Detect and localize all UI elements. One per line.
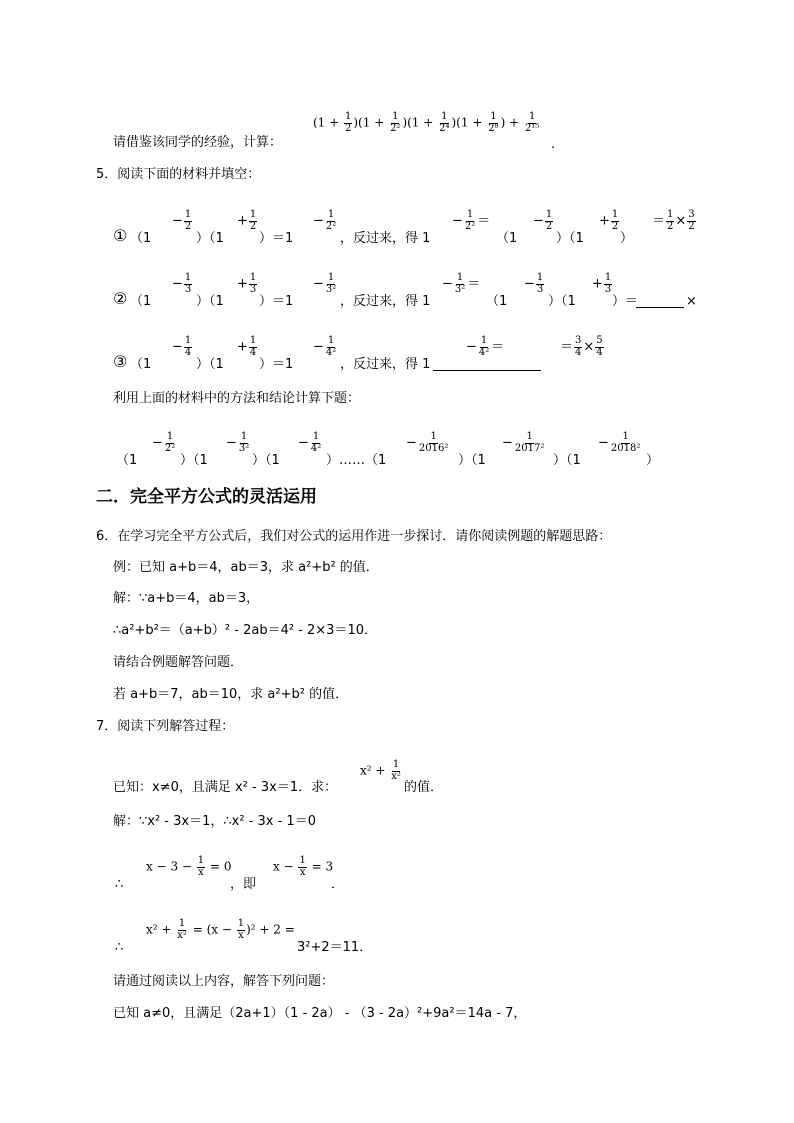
- minus-fraction: − $\frac{1}{\text{2017²}}$: [502, 431, 545, 454]
- minus-fraction: − $\frac{1}{\text{2²}}$: [152, 431, 176, 454]
- text: ）: [646, 453, 660, 468]
- q7-solution-1: 解：∵x² - 3x＝1，∴x² - 3x - 1＝0: [113, 814, 316, 829]
- q6-question: 若 a+b＝7，ab＝10，求 a²+b² 的值．: [113, 687, 349, 702]
- expr-part: )(1 +: [353, 115, 389, 130]
- q7-final: 已知 a≠0，且满足（2a+1）（1 - 2a） - （3 - 2a）²+9a²＝14a - 7，: [113, 1006, 527, 1021]
- expr-part: )(1 +: [402, 115, 438, 130]
- text: ）＝1: [259, 294, 294, 309]
- fraction: $\frac{1}{\text{2⁸}}$: [488, 111, 499, 134]
- q6-ask: 请结合例题解答问题．: [113, 655, 244, 670]
- minus-fraction: − $\frac{1}{\text{4²}}$ ＝: [466, 335, 505, 358]
- q7-step-end: ．: [331, 877, 345, 892]
- minus-fraction: − $\frac{1}{\text{3²}}$: [226, 431, 250, 454]
- q7-known: 已知：x≠0，且满足 x² - 3x＝1．求：: [113, 780, 338, 795]
- text: （1: [130, 231, 152, 246]
- text: ）（1: [458, 453, 486, 468]
- q7-known-expr: x² + $\frac{1}{\text{x²}}$: [360, 759, 401, 782]
- text: ）＝1: [259, 357, 294, 372]
- q7-step-3: x² + $\frac{1}{\text{x²}}$ = (x − $\frac{1}{x}$ )² + 2 =: [146, 918, 295, 941]
- minus-fraction: − $\frac{1}{\text{2018²}}$: [598, 431, 641, 454]
- text: ）（1: [548, 294, 576, 309]
- fill-blank[interactable]: [636, 295, 684, 308]
- q4-intro: 请借鉴该同学的经验，计算：: [113, 135, 283, 150]
- text: ，反过来，得 1: [340, 231, 431, 246]
- minus-fraction: − $\frac{1}{\text{4²}}$: [298, 431, 322, 454]
- text: （1: [116, 453, 138, 468]
- text: （1: [130, 357, 152, 372]
- q6-solution-2: ∴a²+b²＝（a+b）² - 2ab＝4² - 2×3＝10．: [113, 623, 377, 638]
- q7-step-2a: x − 3 − $\frac{1}{x}$ = 0: [146, 855, 232, 878]
- q7-known-end: 的值．: [404, 780, 444, 795]
- minus-fraction: − $\frac{1}{\text{4²}}$: [313, 335, 337, 358]
- text: ）＝: [612, 294, 639, 309]
- minus-fraction: − $\frac{1}{2}$: [172, 209, 192, 232]
- text: ）……（1: [326, 453, 387, 468]
- text: ，反过来，得 1: [340, 357, 431, 372]
- section-title: 二．完全平方公式的灵活运用: [96, 487, 317, 507]
- q7-read: 请通过阅读以上内容，解答下列问题：: [113, 974, 335, 989]
- text: ）（1: [196, 231, 224, 246]
- text: （1: [130, 294, 152, 309]
- minus-fraction: − $\frac{1}{\text{2²}}$: [313, 209, 337, 232]
- circle-mark-3: ③: [113, 352, 128, 371]
- text: ×: [686, 294, 697, 309]
- minus-fraction: − $\frac{1}{3}$: [172, 272, 192, 295]
- circle-mark-1: ①: [113, 226, 128, 245]
- text: ）＝1: [259, 231, 294, 246]
- text: （1: [496, 231, 518, 246]
- plus-fraction: + $\frac{1}{3}$: [237, 272, 257, 295]
- text: ，反过来，得 1: [340, 294, 431, 309]
- expr-part: (1 +: [313, 115, 343, 130]
- plus-fraction: + $\frac{1}{4}$: [237, 335, 257, 358]
- minus-fraction: − $\frac{1}{4}$: [172, 335, 192, 358]
- q7-step-2b: x − $\frac{1}{x}$ = 3: [273, 855, 334, 878]
- minus-fraction: − $\frac{1}{\text{2016²}}$: [406, 431, 449, 454]
- q4-end: .: [551, 137, 556, 152]
- minus-fraction: − $\frac{1}{\text{3²}}$: [313, 272, 337, 295]
- fraction: $\frac{1}{\text{2⁴}}$: [439, 111, 450, 134]
- q7-step-mid: ，即: [230, 877, 257, 892]
- plus-fraction: + $\frac{1}{2}$: [599, 209, 619, 232]
- product: ＝ $\frac{1}{2}$ × $\frac{3}{2}$: [652, 209, 695, 232]
- minus-fraction: − $\frac{1}{\text{2²}}$ ＝: [452, 209, 491, 232]
- text: ）（1: [196, 357, 224, 372]
- q4-expression: [313, 112, 541, 134]
- text: ）（1: [252, 453, 280, 468]
- fraction: $\frac{1}{2}$: [345, 111, 352, 134]
- q7-title: 7．阅读下列解答过程：: [96, 719, 235, 734]
- product: ＝ $\frac{3}{4}$ × $\frac{5}{4}$: [560, 335, 603, 358]
- expr-part: )(1 +: [451, 115, 487, 130]
- q5-title: 5．阅读下面的材料并填空：: [96, 167, 261, 182]
- fraction: $\frac{1}{\text{2²}}$: [390, 111, 401, 134]
- plus-fraction: + $\frac{1}{2}$: [237, 209, 257, 232]
- text: ）（1: [556, 231, 584, 246]
- q6-solution-1: 解：∵a+b＝4，ab＝3，: [113, 591, 260, 606]
- minus-fraction: − $\frac{1}{3}$: [524, 272, 544, 295]
- therefore-symbol: ∴: [115, 877, 124, 892]
- text: ）（1: [180, 453, 208, 468]
- q6-title: 6．在学习完全平方公式后，我们对公式的运用作进一步探讨．请你阅读例题的解题思路：: [96, 529, 612, 544]
- minus-fraction: − $\frac{1}{\text{3²}}$ ＝: [442, 272, 481, 295]
- text: （1: [486, 294, 508, 309]
- circle-mark-2: ②: [113, 289, 128, 308]
- text: ）（1: [553, 453, 581, 468]
- q5-use: 利用上面的材料中的方法和结论计算下题：: [113, 391, 361, 406]
- q7-step-3-result: 3²+2＝11．: [297, 940, 373, 955]
- fill-blank[interactable]: [433, 358, 541, 371]
- q6-example: 例：已知 a+b＝4，ab＝3，求 a²+b² 的值．: [113, 560, 379, 575]
- fraction: $\frac{1}{\text{2¹⁵}}$: [524, 111, 540, 134]
- text: ）: [620, 231, 634, 246]
- plus-fraction: + $\frac{1}{3}$: [592, 272, 612, 295]
- expr-part: ) +: [500, 115, 523, 130]
- minus-fraction: − $\frac{1}{2}$: [533, 209, 553, 232]
- text: ）（1: [196, 294, 224, 309]
- therefore-symbol: ∴: [115, 940, 124, 955]
